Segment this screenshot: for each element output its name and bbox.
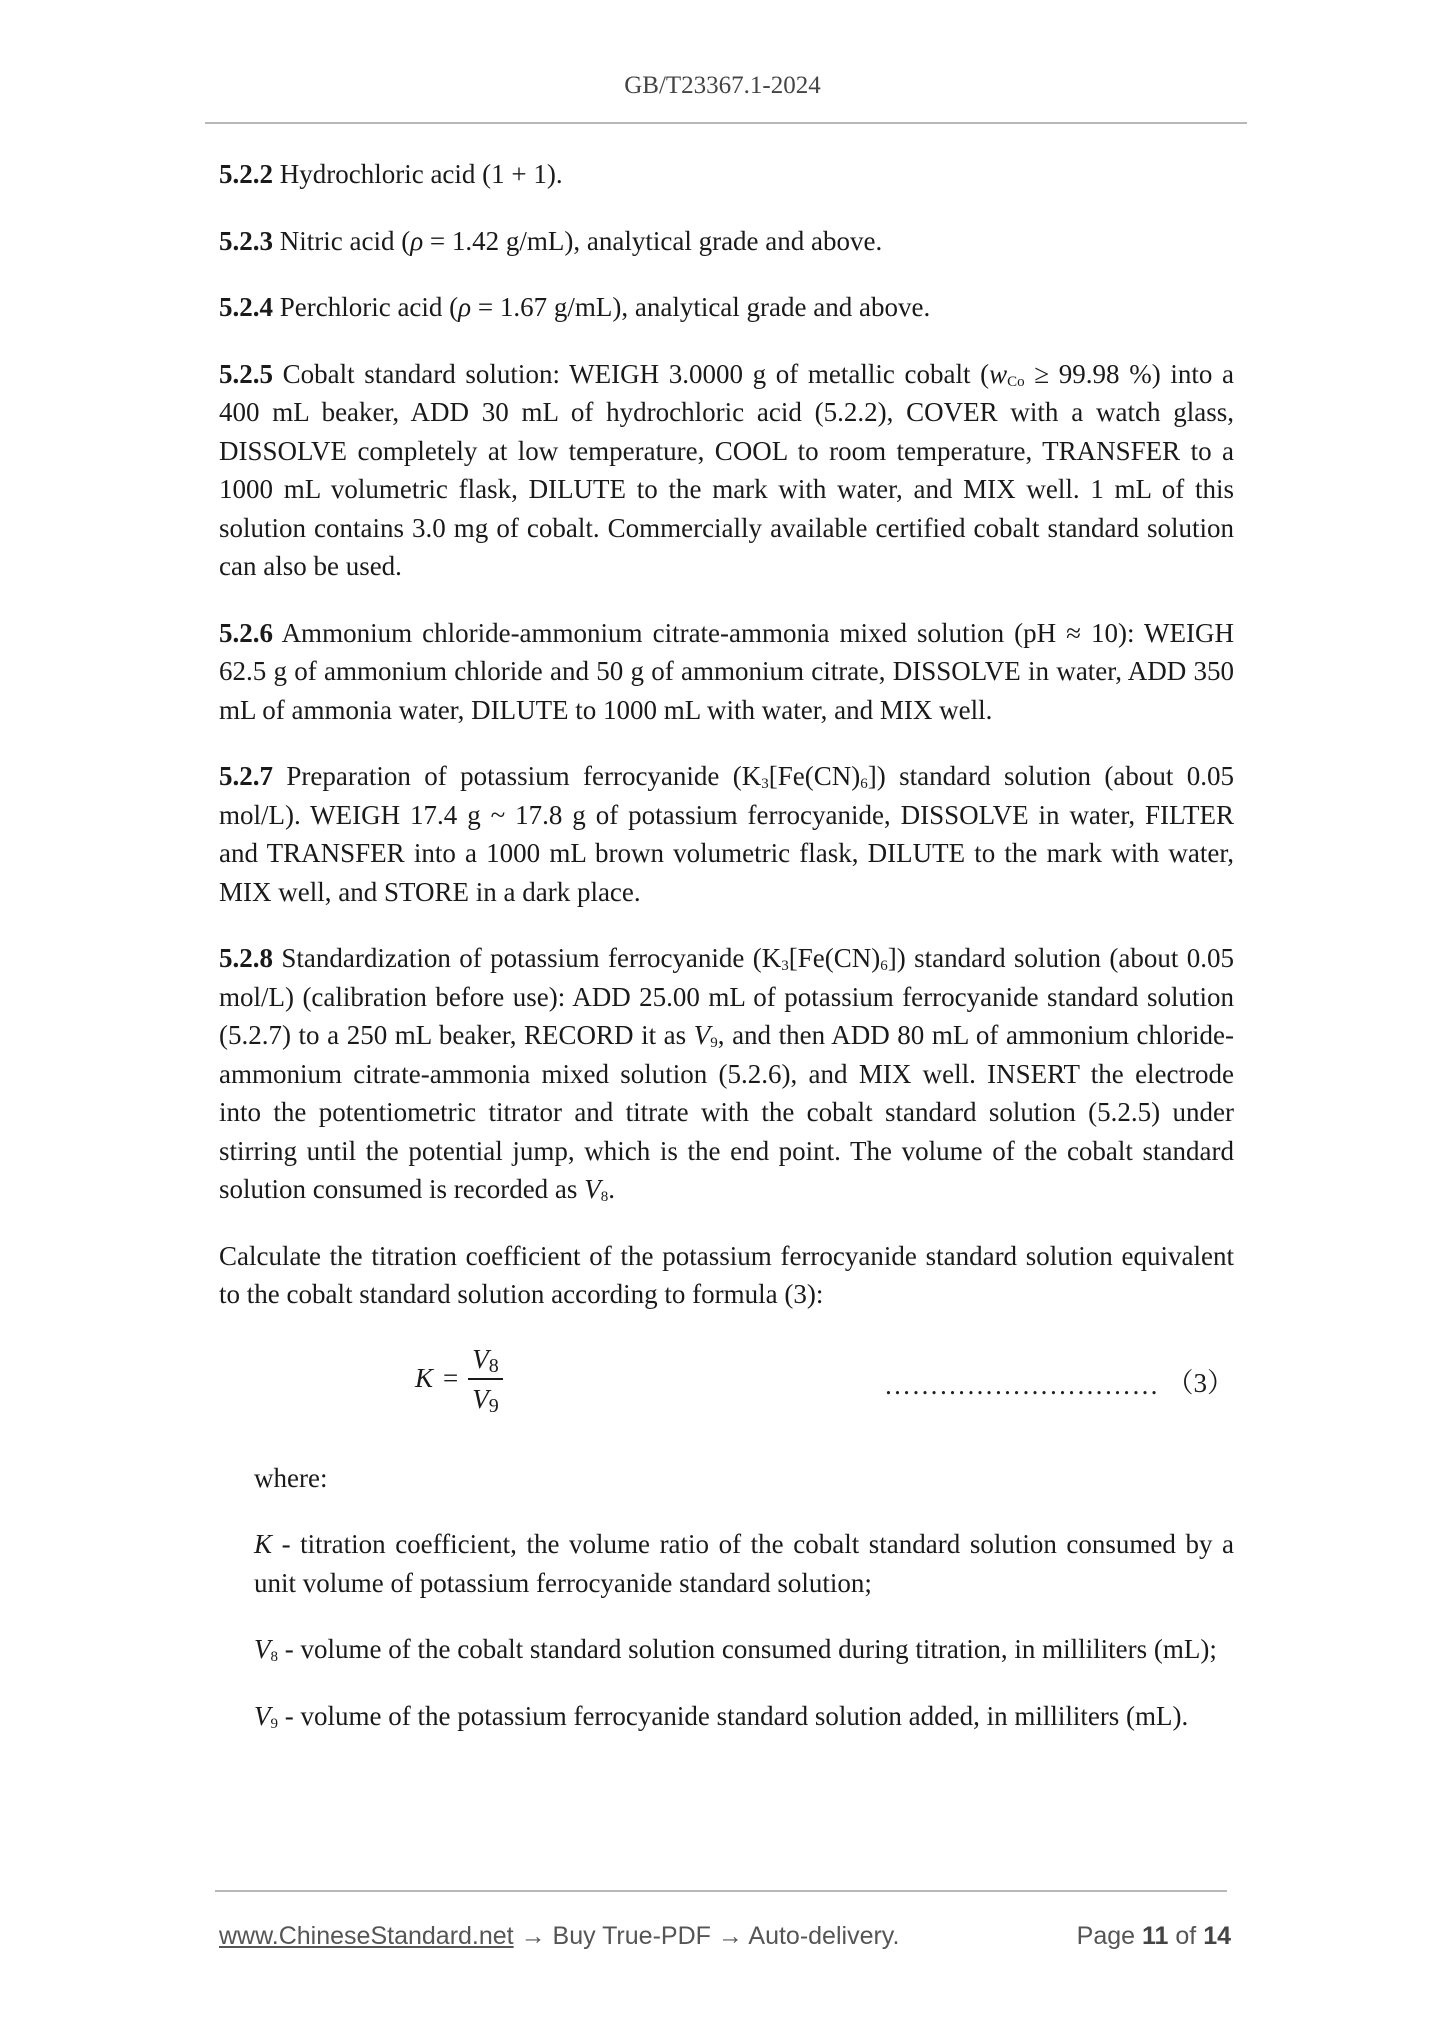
numerator-subscript: 8 [488, 1354, 499, 1377]
page-footer [219, 1922, 1231, 1951]
page-indicator [1077, 1922, 1231, 1951]
formula-denominator [468, 1380, 503, 1416]
mass-fraction-subscript: Co [1007, 373, 1025, 390]
definition-text: - titration coefficient, the volume ratio of the cobalt standard solution consumed by a unit volume of potassium ferrocyanide standard solution; [254, 1529, 1234, 1598]
clause-text: Nitric acid ( [279, 225, 411, 256]
page-total: 14 [1203, 1922, 1231, 1950]
footer-promo-text: → Buy True-PDF → Auto-delivery. [513, 1922, 900, 1950]
formula-fraction [468, 1342, 503, 1416]
chemical-subscript: 6 [880, 958, 888, 974]
numerator-symbol: V [472, 1343, 489, 1374]
clause-number: 5.2.2 [219, 159, 273, 189]
clause-5-2-7 [219, 757, 1234, 911]
clause-text: = 1.67 g/mL), analytical grade and above. [471, 292, 931, 322]
document-body [219, 155, 1234, 1763]
formula-dot-leader: ………………………… [884, 1369, 1159, 1400]
volume-subscript: 8 [600, 1189, 609, 1205]
definition-text: - volume of the cobalt standard solution consumed during titration, in milliliters (mL); [278, 1634, 1217, 1664]
definition-subscript: 8 [270, 1649, 278, 1665]
clause-text: ]) standard solution (about 0.05 mol/L). WEIGH 17.4 g ~ 17.8 g of potassium ferrocyanide, DISSOLVE in water, FILTER and TRANSFER into a 1000 mL brown volumetric flask, DILUTE to the mark with water, MIX well, and STORE in a dark place. [219, 761, 1234, 907]
definition-v8 [254, 1630, 1234, 1669]
chemical-subscript: 6 [860, 776, 868, 792]
clause-text: [Fe(CN) [788, 943, 881, 973]
formula-expression [415, 1342, 503, 1416]
denominator-symbol: V [472, 1383, 489, 1414]
clause-5-2-2 [219, 155, 1234, 194]
clause-5-2-6 [219, 614, 1234, 730]
density-symbol: ρ [410, 225, 424, 256]
clause-text: Standardization of potassium ferrocyanide (K [281, 943, 782, 973]
mass-fraction-symbol: w [989, 358, 1008, 389]
definition-subscript: 9 [270, 1715, 278, 1732]
definition-symbol: V [254, 1700, 271, 1731]
clause-text: Hydrochloric acid (1 + 1). [279, 159, 563, 189]
clause-number: 5.2.4 [219, 292, 273, 322]
calculation-intro: Calculate the titration coefficient of the potassium ferrocyanide standard solution equivalent to the cobalt standard solution according to formula (3): [219, 1240, 1234, 1309]
chemical-subscript: 3 [761, 776, 769, 792]
clause-number: 5.2.7 [219, 761, 273, 791]
clause-text: , and then ADD 80 mL of ammonium chloride-ammonium citrate-ammonia mixed solution (5.2.6), and MIX well. INSERT the electrode into the potentiometric titrator and titrate with the cobalt standard solution (5.2.5) under stirring until the potential jump, which is the end point. The volume of the cobalt standard solution consumed is recorded as [219, 1020, 1234, 1204]
footer-divider [215, 1890, 1227, 1892]
density-symbol: ρ [458, 292, 472, 322]
clause-5-2-8 [219, 939, 1234, 1209]
denominator-subscript: 9 [488, 1394, 499, 1417]
volume-subscript: 9 [710, 1035, 718, 1051]
definition-symbol: V [254, 1634, 271, 1664]
definition-v9 [254, 1697, 1234, 1736]
definition-k [254, 1525, 1234, 1602]
formula-number: （3） [1166, 1367, 1234, 1398]
page-current: 11 [1141, 1922, 1169, 1950]
clause-text: ]) standard solution (about 0.05 mol/L) (calibration before use): ADD 25.00 mL of potassium ferrocyanide standard solution (5.2.7) to a 250 mL beaker, RECORD it as [219, 943, 1234, 1050]
formula-numerator [468, 1342, 503, 1380]
page-label: Page [1076, 1922, 1136, 1950]
chinesestandard-link[interactable]: www.ChineseStandard.net [219, 1922, 514, 1950]
clause-text: Ammonium chloride-ammonium citrate-ammonia mixed solution (pH ≈ 10): WEIGH 62.5 g of ammonium chloride and 50 g of ammonium citrate, DISSOLVE in water, ADD 350 mL of ammonia water, DILUTE to 1000 mL with water, and MIX well. [219, 617, 1235, 725]
clause-number: 5.2.8 [219, 943, 273, 973]
clause-text: = 1.42 g/mL), analytical grade and above. [423, 225, 883, 256]
footer-promo [219, 1922, 899, 1951]
clause-text: [Fe(CN) [768, 761, 861, 791]
clause-text: . [608, 1174, 615, 1204]
clause-5-2-3 [219, 222, 1234, 261]
clause-number: 5.2.5 [219, 358, 273, 389]
header-divider [205, 122, 1247, 124]
clause-text: ≥ 99.98 %) into a 400 mL beaker, ADD 30 mL of hydrochloric acid (5.2.2), COVER with a watch glass, DISSOLVE completely at low temperature, COOL to room temperature, TRANSFER to a 1000 mL volumetric flask, DILUTE to the mark with water, and MIX well. 1 mL of this solution contains 3.0 mg of cobalt. Commercially available certified cobalt standard solution can also be used. [219, 358, 1234, 581]
page-of-label: of [1175, 1922, 1197, 1950]
volume-symbol: V [584, 1174, 601, 1204]
clause-text: Perchloric acid ( [279, 292, 459, 322]
volume-symbol: V [693, 1020, 711, 1050]
clause-text: Cobalt standard solution: WEIGH 3.0000 g of metallic cobalt ( [282, 358, 990, 389]
definition-symbol: K [254, 1529, 273, 1559]
where-label: where: [254, 1462, 328, 1493]
document-header-standard-number: GB/T23367.1-2024 [624, 72, 821, 99]
clause-5-2-5 [219, 355, 1234, 586]
clause-number: 5.2.6 [219, 617, 273, 648]
formula-lhs: K [415, 1363, 434, 1394]
chemical-subscript: 3 [781, 958, 789, 974]
clause-number: 5.2.3 [219, 225, 273, 256]
formula-equals: = [443, 1363, 459, 1394]
formula-3 [219, 1342, 1234, 1437]
clause-text: Preparation of potassium ferrocyanide (K [286, 761, 762, 791]
definition-text: - volume of the potassium ferrocyanide standard solution added, in milliliters (mL). [278, 1700, 1189, 1731]
clause-5-2-4 [219, 288, 1234, 327]
